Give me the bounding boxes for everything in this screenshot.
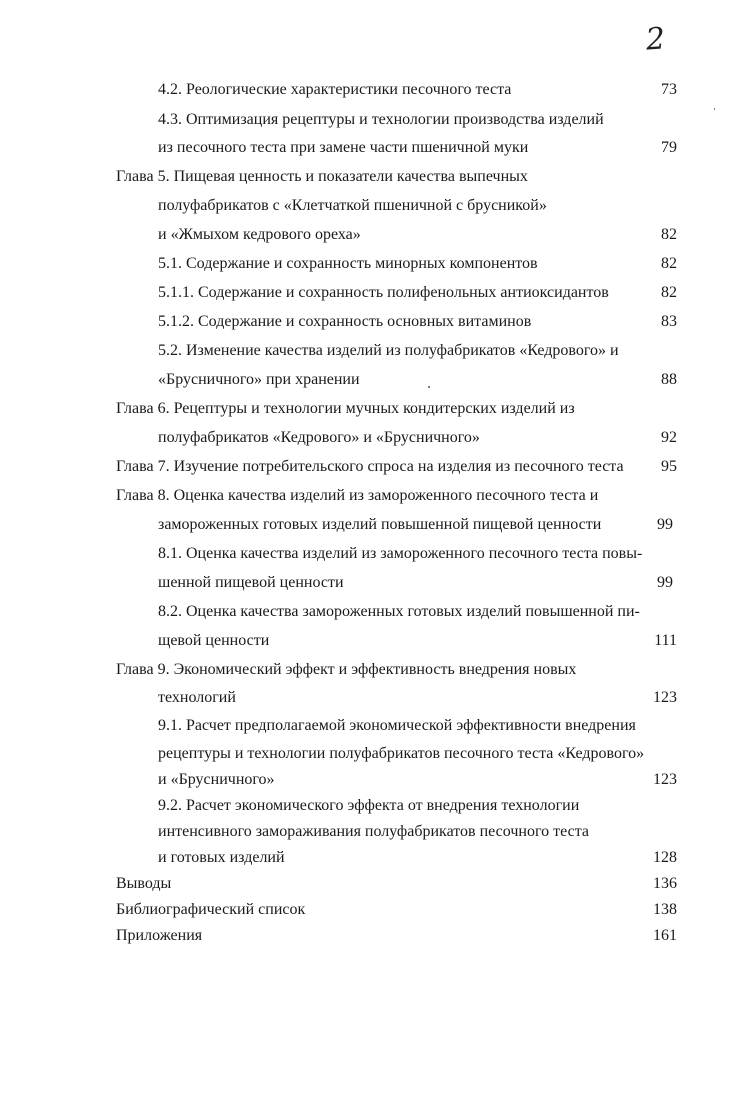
toc-entry-appendices-page: 161 [653, 927, 677, 944]
toc-entry-chapter-7-line-1: Глава 7. Изучение потребительского спроса на изделия из песочного теста [116, 458, 624, 475]
toc-entry-chapter-5-page: 82 [661, 226, 677, 243]
toc-entry-9-1-page: 123 [653, 771, 677, 788]
scan-speck [428, 386, 430, 388]
toc-entry-9-2-line-1: 9.2. Расчет экономического эффекта от внедрения технологии [158, 797, 580, 814]
toc-entry-bibliography-page: 138 [653, 901, 677, 918]
toc-entry-8-1-line-2: шенной пищевой ценности [158, 574, 344, 591]
toc-entry-5-2-line-1: 5.2. Изменение качества изделий из полуфабрикатов «Кедрового» и [158, 342, 619, 359]
toc-entry-chapter-9-line-2: технологий [158, 689, 236, 706]
toc-entry-5-1-1-page: 82 [661, 284, 677, 301]
toc-entry-9-2-page: 128 [653, 849, 677, 866]
toc-entry-chapter-6-page: 92 [661, 429, 677, 446]
toc-entry-bibliography: Библиографический список [116, 901, 306, 918]
toc-entry-chapter-6-line-1: Глава 6. Рецептуры и технологии мучных кондитерских изделий из [116, 400, 575, 417]
toc-entry-4-2-page: 73 [661, 81, 677, 98]
toc-entry-chapter-5-line-1: Глава 5. Пищевая ценность и показатели качества выпечных [116, 168, 528, 185]
toc-entry-8-2-line-2: щевой ценности [158, 632, 270, 649]
toc-entry-chapter-9-line-1: Глава 9. Экономический эффект и эффективность внедрения новых [116, 661, 577, 678]
toc-entry-8-1-page: 99 [657, 574, 673, 591]
toc-entry-5-1-2-page: 83 [661, 313, 677, 330]
toc-entry-9-1-line-2: рецептуры и технологии полуфабрикатов песочного теста «Кедрового» [158, 745, 645, 762]
toc-entry-chapter-6-line-2: полуфабрикатов «Кедрового» и «Брусничного» [158, 429, 480, 446]
toc-entry-5-2-page: 88 [661, 371, 677, 388]
toc-entry-9-2-line-2: интенсивного замораживания полуфабрикатов песочного теста [158, 823, 589, 840]
toc-entry-5-1-page: 82 [661, 255, 677, 272]
toc-entry-5-2-line-2: «Брусничного» при хранении [158, 371, 360, 388]
toc-entry-appendices: Приложения [116, 927, 203, 944]
toc-entry-4-3-page: 79 [661, 139, 677, 156]
toc-entry-conclusions-page: 136 [653, 875, 677, 892]
toc-entry-5-1-1-line-1: 5.1.1. Содержание и сохранность полифенольных антиоксидантов [158, 284, 609, 301]
scan-speck [714, 108, 715, 110]
toc-entry-4-3-line-2: из песочного теста при замене части пшеничной муки [158, 139, 529, 156]
toc-entry-5-1-2-line-1: 5.1.2. Содержание и сохранность основных витаминов [158, 313, 532, 330]
toc-entry-chapter-5-line-2: полуфабрикатов с «Клетчаткой пшеничной с брусникой» [158, 197, 547, 214]
toc-entry-4-3-line-1: 4.3. Оптимизация рецептуры и технологии производства изделий [158, 111, 604, 128]
toc-entry-5-1-line-1: 5.1. Содержание и сохранность минорных компонентов [158, 255, 538, 272]
toc-entry-chapter-7-page: 95 [661, 458, 677, 475]
toc-entry-8-1-line-1: 8.1. Оценка качества изделий из замороженного песочного теста повы- [158, 545, 643, 562]
toc-entry-8-2-line-1: 8.2. Оценка качества замороженных готовых изделий повышенной пи- [158, 603, 640, 620]
toc-entry-chapter-5-line-3: и «Жмыхом кедрового ореха» [158, 226, 361, 243]
toc-entry-9-2-line-3: и готовых изделий [158, 849, 285, 866]
toc-entry-chapter-8-line-1: Глава 8. Оценка качества изделий из замороженного песочного теста и [116, 487, 599, 504]
toc-entry-9-1-line-1: 9.1. Расчет предполагаемой экономической эффективности внедрения [158, 717, 636, 734]
toc-entry-chapter-8-line-2: замороженных готовых изделий повышенной пищевой ценности [158, 516, 602, 533]
toc-entry-4-2-line-1: 4.2. Реологические характеристики песочного теста [158, 81, 512, 98]
toc-entry-9-1-line-3: и «Брусничного» [158, 771, 275, 788]
toc-entry-chapter-9-page: 123 [653, 689, 677, 706]
toc-entry-conclusions: Выводы [116, 875, 172, 892]
toc-entry-8-2-page: 111 [654, 632, 677, 649]
handwritten-page-number: 2 [644, 21, 667, 58]
toc-entry-chapter-8-page: 99 [657, 516, 673, 533]
